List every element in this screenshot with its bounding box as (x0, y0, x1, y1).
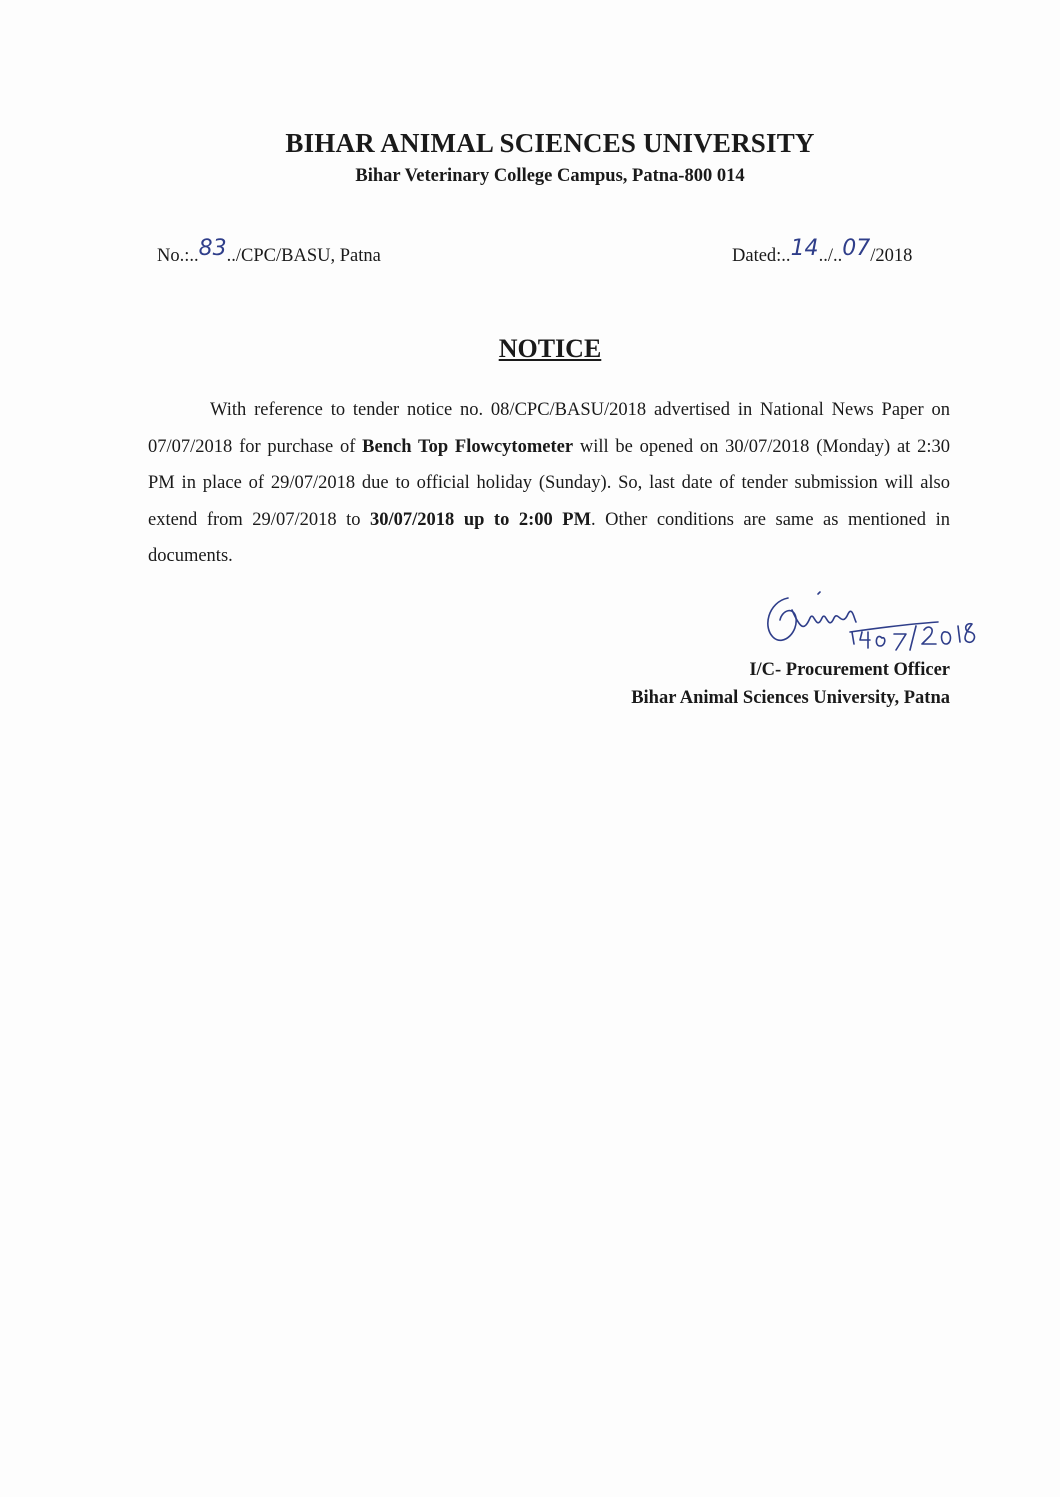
reference-suffix: ../CPC/BASU, Patna (226, 246, 381, 266)
dated-mid: ../.. (818, 246, 843, 266)
new-deadline: 30/07/2018 up to 2:00 PM (370, 509, 592, 530)
equipment-name: Bench Top Flowcytometer (362, 436, 574, 457)
paragraph-part-3: will be opened on 30/07/2018 (Monday) at 2:30 PM in place of 29/07/2018 due to official holiday (Sunday). So, last date of tender submission will also extend from 29/07/2018 to (148, 436, 950, 530)
notice-heading: NOTICE (498, 334, 602, 363)
dated-month-handwritten: 07 (842, 236, 871, 261)
notice-paragraph (148, 392, 950, 575)
university-address: Bihar Veterinary College Campus, Patna-800 014 (355, 166, 745, 186)
signatory-organization: Bihar Animal Sciences University, Patna (631, 688, 950, 708)
dated-prefix: Dated:.. (732, 246, 791, 266)
reference-number-line (157, 236, 381, 267)
signatory-designation: I/C- Procurement Officer (749, 660, 950, 680)
dated-day-handwritten: 14 (790, 236, 819, 261)
university-title: BIHAR ANIMAL SCIENCES UNIVERSITY (285, 128, 815, 158)
handwritten-signature (758, 588, 978, 668)
dated-line (732, 236, 913, 267)
paragraph-part-1: With reference to tender notice no. 08/CPC/BASU/2018 advertised in National News Paper on 07/07/2018 for purchase of (148, 400, 950, 457)
paragraph-part-5: . Other conditions are same as mentioned in documents. (148, 509, 950, 566)
reference-number-handwritten: 83 (198, 236, 227, 261)
reference-prefix: No.:.. (157, 246, 199, 266)
dated-year: /2018 (870, 246, 913, 266)
